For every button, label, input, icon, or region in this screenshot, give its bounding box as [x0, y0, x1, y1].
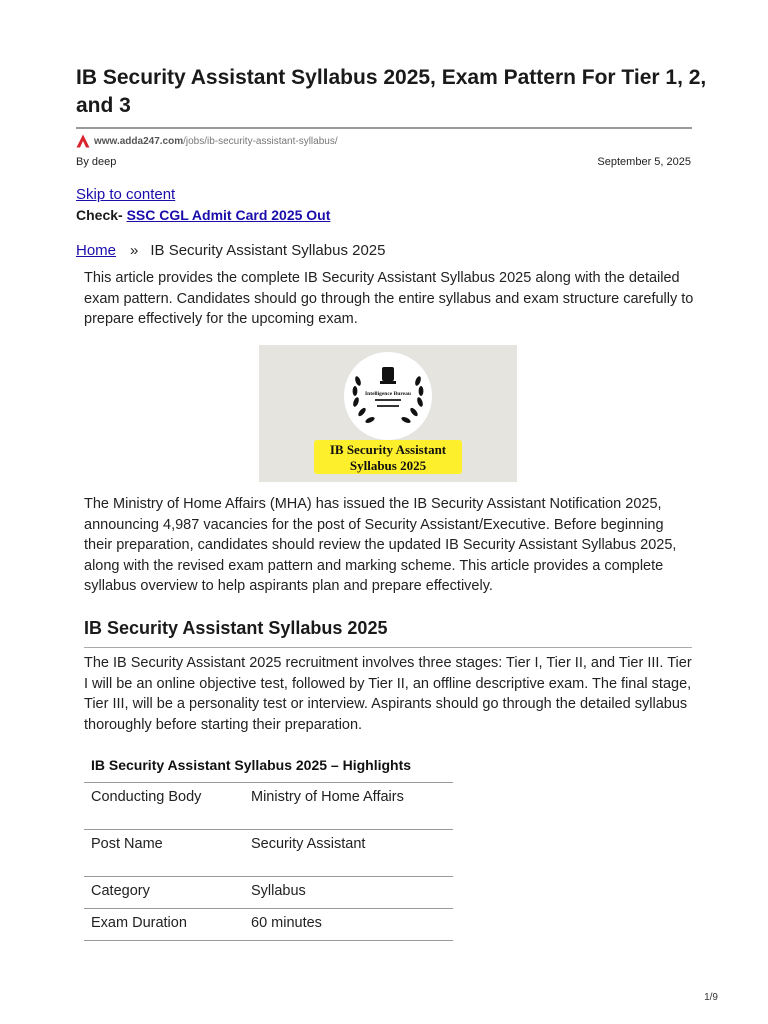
- emblem-text: Intelligence Bureau: [365, 391, 411, 397]
- table-value: 60 minutes: [244, 909, 453, 941]
- highlights-table: [84, 782, 453, 941]
- breadcrumb-current: IB Security Assistant Syllabus 2025: [150, 242, 386, 259]
- ssc-cgl-admit-card-link[interactable]: SSC CGL Admit Card 2025 Out: [126, 207, 331, 223]
- table-key: Conducting Body: [84, 783, 244, 830]
- table-key: Exam Duration: [84, 909, 244, 941]
- stages-paragraph: The IB Security Assistant 2025 recruitment involves three stages: Tier I, Tier II, and Tier III. Tier I will be an online objective test, followed by Tier II, an offline descriptive exam. The final stage, Tier III, will be a personality test or interview. Aspirants should go through the detailed syllabus thoroughly before starting their preparation.: [84, 655, 692, 733]
- page-number: 1/9: [704, 992, 718, 1003]
- table-row: [84, 877, 453, 909]
- skip-to-content-link[interactable]: Skip to content: [76, 186, 176, 203]
- check-prefix: Check-: [76, 207, 123, 223]
- title-divider: [76, 127, 692, 129]
- section-divider: [84, 647, 692, 648]
- article-title: IB Security Assistant Syllabus 2025, Exam Pattern For Tier 1, 2, and 3: [76, 66, 707, 117]
- intelligence-bureau-emblem-icon: [342, 350, 434, 442]
- banner-label-line1: IB Security Assistant: [329, 442, 447, 457]
- publish-date: September 5, 2025: [597, 156, 691, 168]
- table-row: [84, 909, 453, 941]
- breadcrumb: [76, 242, 385, 259]
- source-domain: www.adda247.com: [94, 135, 184, 147]
- table-row: [84, 783, 453, 830]
- article-banner-image: [259, 345, 517, 482]
- intro-paragraph: This article provides the complete IB Security Assistant Syllabus 2025 along with the detailed exam pattern. Candidates should go through the entire syllabus and exam structure carefully to prepare effectively for the upcoming exam.: [84, 270, 694, 327]
- byline: By deep: [76, 156, 117, 168]
- table-value: Ministry of Home Affairs: [244, 783, 453, 830]
- table-row: [84, 830, 453, 877]
- highlights-table-title: IB Security Assistant Syllabus 2025 – Highlights: [91, 757, 412, 773]
- breadcrumb-home-link[interactable]: Home: [76, 242, 117, 259]
- table-key: Category: [84, 877, 244, 909]
- table-key: Post Name: [84, 830, 244, 877]
- table-value: Security Assistant: [244, 830, 453, 877]
- breadcrumb-separator: »: [130, 242, 139, 259]
- banner-label-line2: Syllabus 2025: [349, 458, 427, 473]
- check-notice: [76, 207, 330, 223]
- mha-notification-paragraph: The Ministry of Home Affairs (MHA) has issued the IB Security Assistant Notification 2025, announcing 4,987 vacancies for the post of Security Assistant/Executive. Before beginning their preparation, candidates should review the updated IB Security Assistant Syllabus 2025, along with the revised exam pattern and marking scheme. This article provides a complete syllabus overview to help aspirants plan and prepare effectively.: [84, 496, 677, 594]
- source-path: /jobs/ib-security-assistant-syllabus/: [183, 135, 338, 147]
- table-value: Syllabus: [244, 877, 453, 909]
- banner-label: [314, 440, 462, 474]
- section-heading: IB Security Assistant Syllabus 2025: [84, 618, 388, 638]
- adda247-logo-icon: [76, 134, 90, 148]
- source-url[interactable]: [76, 133, 338, 149]
